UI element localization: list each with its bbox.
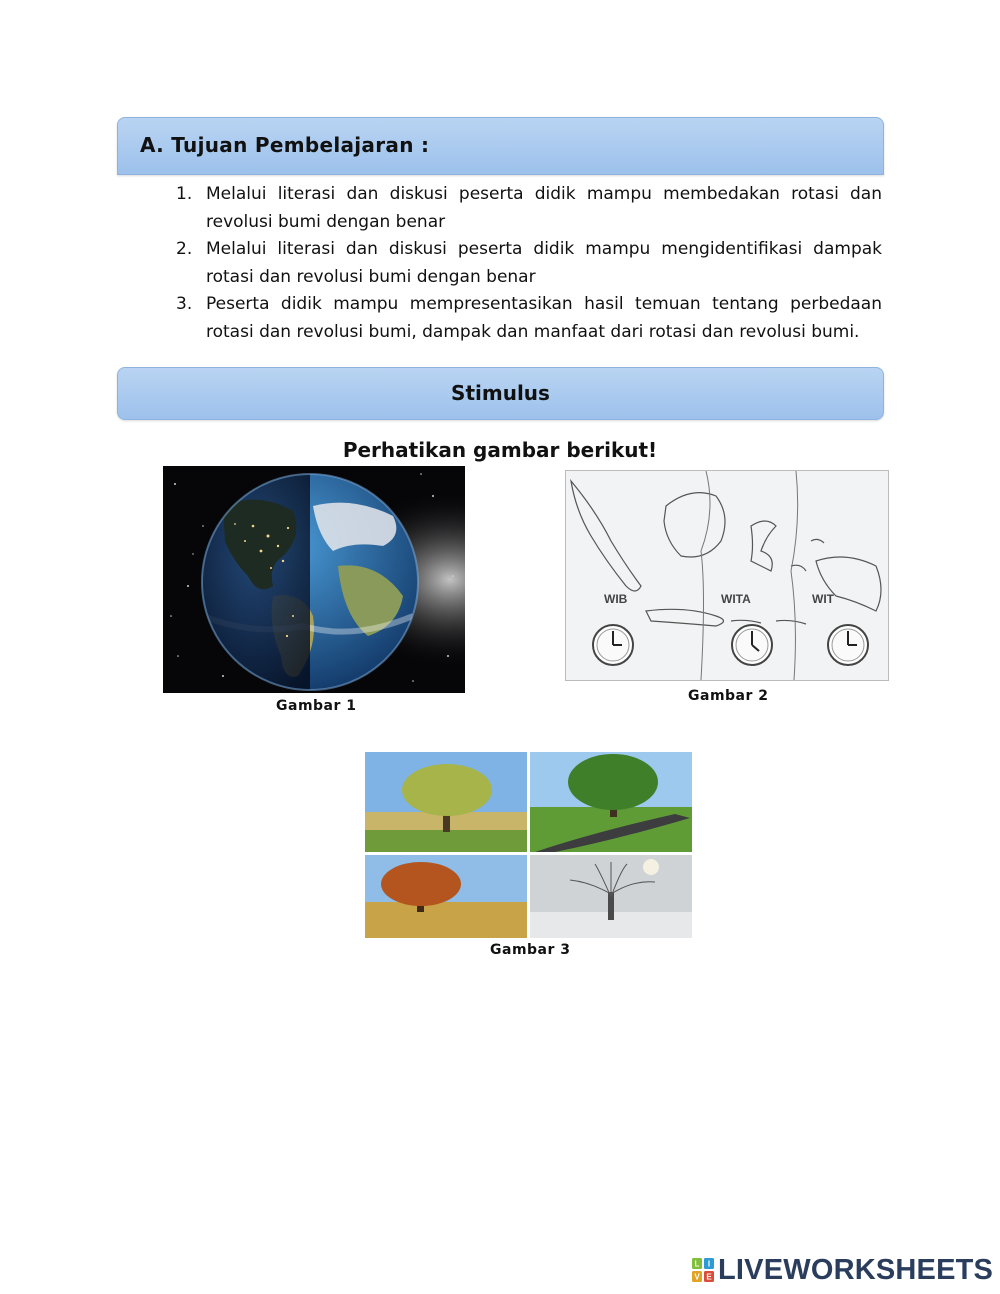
svg-text:I: I bbox=[707, 1259, 711, 1269]
stimulus-prompt: Perhatikan gambar berikut! bbox=[342, 438, 658, 462]
section-a-title: A. Tujuan Pembelajaran : bbox=[140, 133, 430, 157]
zone-label-wit: WIT bbox=[812, 592, 834, 606]
figure-1-caption: Gambar 1 bbox=[276, 698, 357, 714]
four-seasons-tree-image bbox=[365, 752, 692, 938]
svg-text:V: V bbox=[694, 1272, 700, 1282]
zone-label-wita: WITA bbox=[721, 592, 751, 606]
figure-2-caption: Gambar 2 bbox=[688, 688, 769, 704]
figure-3-caption: Gambar 3 bbox=[490, 942, 571, 958]
stimulus-title: Stimulus bbox=[451, 381, 550, 405]
clock-icon bbox=[593, 625, 633, 665]
section-a-header bbox=[117, 117, 884, 175]
goal-text: Melalui literasi dan diskusi peserta didik mampu membedakan rotasi dan revolusi bumi dengan benar bbox=[206, 184, 882, 232]
svg-text:E: E bbox=[706, 1272, 712, 1282]
goal-text: Melalui literasi dan diskusi peserta didik mampu mengidentifikasi dampak rotasi dan revolusi bumi dengan benar bbox=[206, 239, 882, 287]
list-item bbox=[176, 181, 882, 236]
zone-label-wib: WIB bbox=[604, 592, 628, 606]
list-number: 3. bbox=[176, 294, 193, 314]
clock-icon bbox=[828, 625, 868, 665]
list-number: 1. bbox=[176, 184, 193, 204]
list-number: 2. bbox=[176, 239, 193, 259]
list-item bbox=[176, 291, 882, 346]
learning-goals-list bbox=[176, 181, 882, 346]
stimulus-header bbox=[117, 367, 884, 420]
svg-text:L: L bbox=[694, 1259, 700, 1269]
list-item bbox=[176, 236, 882, 291]
liveworksheets-logo-icon bbox=[692, 1258, 714, 1282]
indonesia-time-zones-map bbox=[565, 470, 889, 681]
clock-icon bbox=[732, 625, 772, 665]
liveworksheets-logo bbox=[692, 1255, 993, 1285]
brand-name: LIVEWORKSHEETS bbox=[718, 1253, 994, 1286]
goal-text: Peserta didik mampu mempresentasikan hasil temuan tentang perbedaan rotasi dan revolusi bumi, dampak dan manfaat dari rotasi dan revolusi bumi. bbox=[206, 294, 882, 342]
earth-day-night-image bbox=[163, 466, 465, 693]
